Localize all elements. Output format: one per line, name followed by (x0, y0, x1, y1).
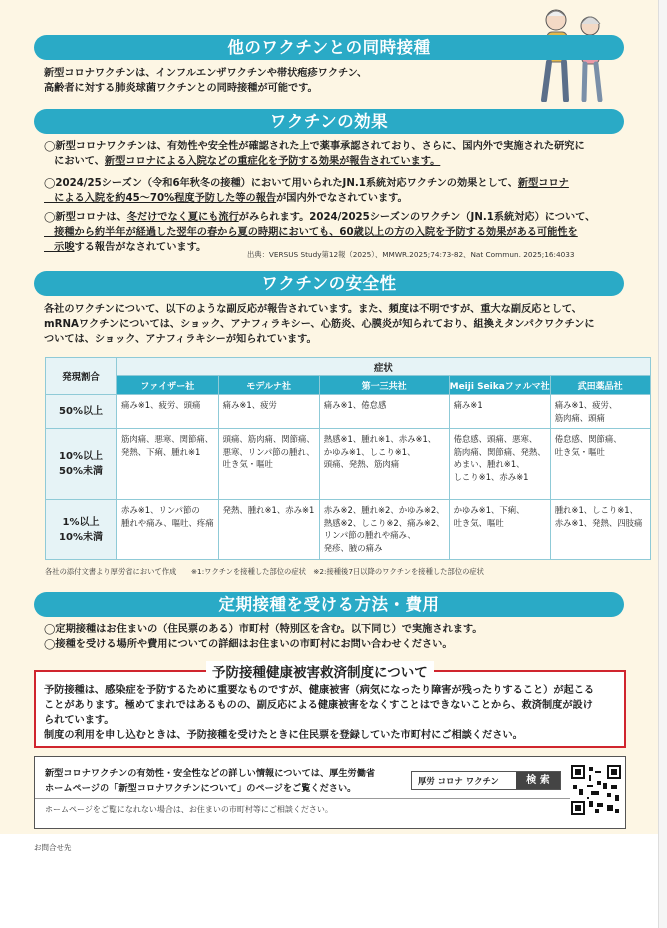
table-cell: かゆみ※1、下痢、 吐き気、嘔吐 (449, 500, 550, 560)
efficacy-bullet-2b: による入院を約45～70%程度予防した等の報告が国内外でなされています。 (44, 193, 408, 204)
info-divider (35, 798, 570, 799)
table-cell: 発熱、腫れ※1、赤み※1 (218, 500, 319, 560)
row-label-10-50: 10%以上 50%未満 (46, 429, 117, 500)
company-pfizer: ファイザー社 (117, 376, 219, 395)
efficacy-bullet-1b: において、新型コロナによる入院などの重症化を予防する効果が報告されています。 (44, 156, 441, 167)
relief-text-2: ことがあります。極めてまれではあるものの、副反応による健康被害をなくすことはできないことから、救済制度が設け (44, 700, 593, 711)
table-cell: 痛み※1 (449, 395, 550, 429)
relief-text-3: られています。 (44, 715, 115, 726)
coadministration-text-1: 新型コロナワクチンは、インフルエンザワクチンや帯状疱疹ワクチン、 (44, 68, 368, 79)
contact-label: お問合せ先 (34, 843, 72, 852)
efficacy-bullet-3b: 接種から約半年が経過した翌年の春から夏の時期においても、60歳以上の方の入院を予防する効果がある可能性を (44, 227, 578, 238)
company-moderna: モデルナ社 (218, 376, 319, 395)
info-text-1: 新型コロナワクチンの有効性・安全性などの詳しい情報については、厚生労働省 (45, 768, 376, 779)
viewer-scroll-edge[interactable] (658, 0, 667, 928)
coadministration-text-2: 高齢者に対する肺炎球菌ワクチンとの同時接種が可能です。 (44, 83, 318, 94)
frequency-header: 発現割合 (46, 358, 117, 395)
efficacy-bullet-3c: 示唆する報告がなされています。 (44, 242, 207, 253)
section-title-efficacy: ワクチンの効果 (34, 109, 624, 134)
table-cell: 倦怠感、頭痛、悪寒、 筋肉痛、関節痛、発熱、 めまい、腫れ※1、 しこり※1、赤み※1 (449, 429, 550, 500)
table-cell: 痛み※1、疲労、 筋肉痛、頭痛 (550, 395, 650, 429)
search-box[interactable] (411, 771, 561, 790)
search-button[interactable]: 検 索 (516, 772, 560, 789)
efficacy-bullet-2a: ◯2024/25シーズン（令和6年秋冬の接種）において用いられたJN.1系統対応ワクチンの効果として、新型コロナ (44, 178, 569, 189)
table-row (46, 500, 651, 560)
section-title-coadministration: 他のワクチンとの同時接種 (34, 35, 624, 60)
relief-system-title: 予防接種健康被害救済制度について (206, 661, 434, 681)
how-to-get-text-1: ◯定期接種はお住まいの（住民票のある）市町村（特別区を含む。以下同じ）で実施されます。 (44, 624, 483, 635)
qr-code-icon[interactable] (571, 765, 621, 815)
section-title-safety: ワクチンの安全性 (34, 271, 624, 296)
how-to-get-text-2: ◯接種を受ける場所や費用についての詳細はお住まいの市町村にお問い合わせください。 (44, 639, 453, 650)
section-title-how-to-get: 定期接種を受ける方法・費用 (34, 592, 624, 617)
search-query: 厚労 コロナ ワクチン (418, 776, 499, 786)
table-cell: 痛み※1、疲労 (218, 395, 319, 429)
efficacy-bullet-1a: ◯新型コロナワクチンは、有効性や安全性が確認された上で薬事承認されており、さらに、国内外で実施された研究に (44, 141, 585, 152)
table-cell: 倦怠感、関節痛、 吐き気・嘔吐 (550, 429, 650, 500)
symptom-header: 症状 (117, 358, 651, 376)
table-cell: 赤み※2、腫れ※2、かゆみ※2、 熱感※2、しこり※2、痛み※2、 リンパ節の腫れや痛み、 発疹、腋の痛み (319, 500, 449, 560)
safety-text-1: 各社のワクチンについて、以下のような副反応が報告されています。また、頻度は不明ですが、重大な副反応として、 (44, 304, 582, 315)
company-takeda: 武田薬品社 (550, 376, 650, 395)
row-label-1-10: 1%以上 10%未満 (46, 500, 117, 560)
efficacy-bullet-3a: ◯新型コロナは、冬だけでなく夏にも流行がみられます。2024/2025シーズンのワクチン（JN.1系統対応）について、 (44, 212, 596, 223)
efficacy-source: 出典：VERSUS Study第12報（2025）、MMWR.2025;74:73-82、Nat Commun. 2025;16:4033 (247, 250, 575, 259)
info-text-2: ホームページの「新型コロナワクチンについて」のページをご覧ください。 (45, 783, 357, 794)
table-cell: 痛み※1、倦怠感 (319, 395, 449, 429)
company-meiji-seika: Meiji Seikaファルマ社 (449, 376, 550, 395)
info-note: ホームページをご覧になれない場合は、お住まいの市町村等にご相談ください。 (45, 805, 333, 814)
table-footnote: 各社の添付文書より厚労省において作成 ※1:ワクチンを接種した部位の症状 ※2:接種後7日以降のワクチンを接種した部位の症状 (45, 567, 484, 576)
safety-text-3: ついては、ショック、アナフィラキシーが知られています。 (44, 334, 317, 345)
company-daiichi-sankyo: 第一三共社 (319, 376, 449, 395)
row-label-50plus: 50%以上 (46, 395, 117, 429)
table-cell: 腫れ※1、しこり※1、 赤み※1、発熱、四肢痛 (550, 500, 650, 560)
table-cell: 頭痛、筋肉痛、関節痛、 悪寒、リンパ節の腫れ、 吐き気・嘔吐 (218, 429, 319, 500)
table-cell: 痛み※1、疲労、頭痛 (117, 395, 219, 429)
table-row (46, 395, 651, 429)
table-cell: 熱感※1、腫れ※1、赤み※1、 かゆみ※1、しこり※1、 頭痛、発熱、筋肉痛 (319, 429, 449, 500)
relief-text-4: 制度の利用を申し込むときは、予防接種を受けたときに住民票を登録していた市町村にご相談ください。 (44, 730, 523, 741)
table-cell: 筋肉痛、悪寒、関節痛、 発熱、下痢、腫れ※1 (117, 429, 219, 500)
table-cell: 赤み※1、リンパ節の 腫れや痛み、嘔吐、疼痛 (117, 500, 219, 560)
side-effects-table (45, 357, 651, 560)
table-row (46, 429, 651, 500)
relief-text-1: 予防接種は、感染症を予防するために重要なものですが、健康被害（病気になったり障害が残ったりすること）が起こる (44, 685, 595, 696)
safety-text-2: mRNAワクチンについては、ショック、アナフィラキシー、心筋炎、心膜炎が知られており、組換えタンパクワクチンに (44, 319, 595, 330)
